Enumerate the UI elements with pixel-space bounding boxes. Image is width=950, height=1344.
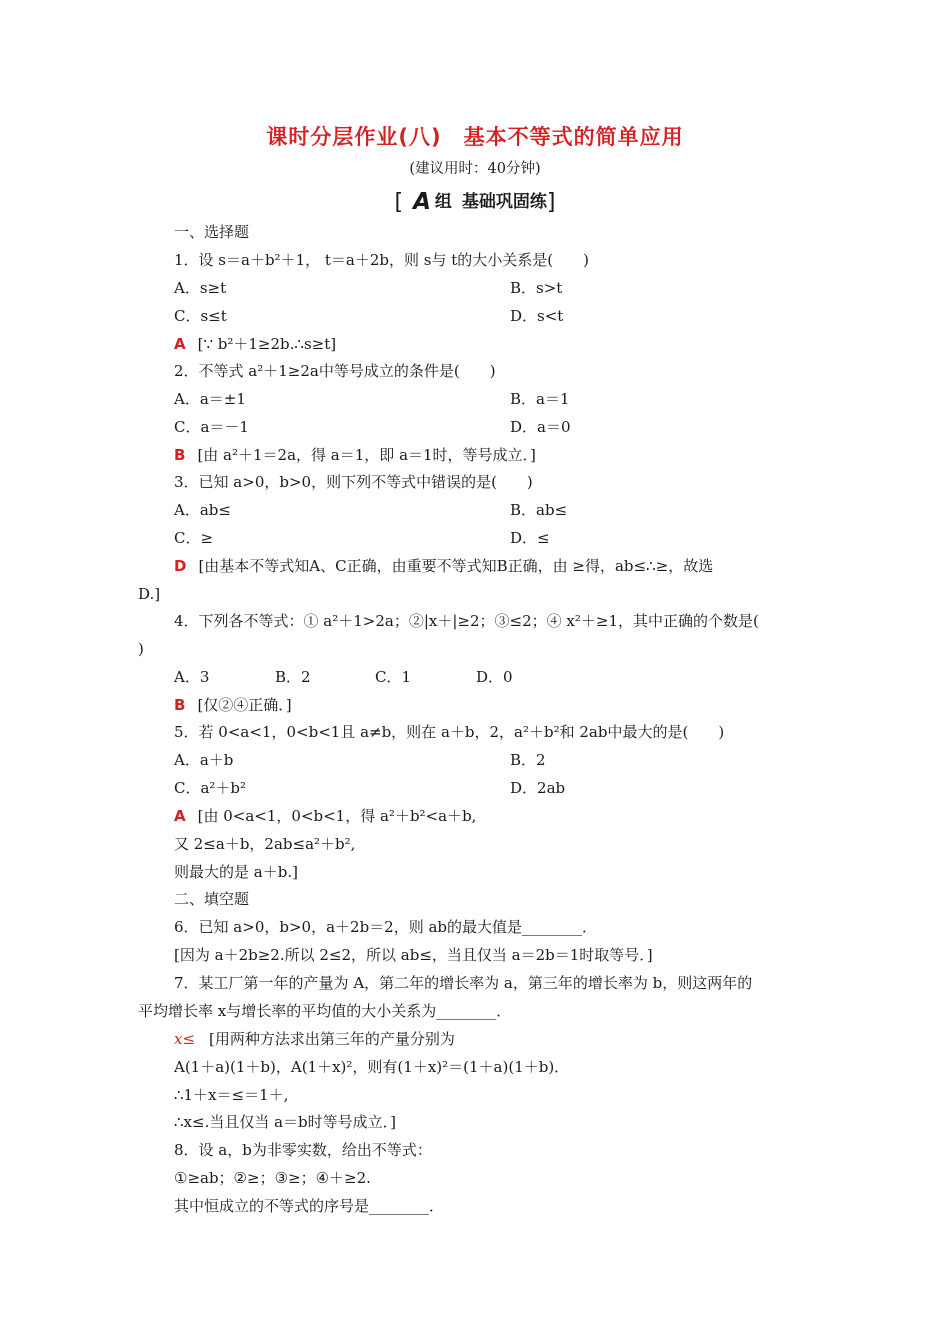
answer-letter: D bbox=[174, 557, 187, 575]
option-d: D．0 bbox=[476, 668, 513, 686]
answer-explanation: [由基本不等式知A、C正确，由重要不等式知B正确，由 ≥得，ab≤∴≥，故选 bbox=[198, 557, 714, 575]
answer-explanation: [由 a²＋1＝2a，得 a＝1，即 a＝1时，等号成立．] bbox=[197, 446, 536, 464]
question-stem: 6．已知 a>0，b>0，a＋2b＝2，则 ab的最大值是________． bbox=[174, 918, 598, 936]
option-b: B．ab≤ bbox=[510, 501, 568, 519]
answer-explanation-cont: ∴x≤.当且仅当 a＝b时等号成立．] bbox=[174, 1113, 397, 1131]
option-d: D．2ab bbox=[510, 779, 566, 797]
question-stem: 7．某工厂第一年的产量为 A，第二年的增长率为 a，第三年的增长率为 b，则这两年的 bbox=[174, 974, 753, 992]
option-b: B．2 bbox=[275, 668, 311, 686]
answer-line bbox=[174, 334, 336, 354]
page-title: 课时分层作业(八) 基本不等式的简单应用 bbox=[266, 125, 684, 149]
answer-line bbox=[174, 695, 292, 715]
option-a: A．ab≤ bbox=[174, 501, 231, 519]
option-c: C．1 bbox=[375, 668, 412, 686]
question-stem: 2．不等式 a²＋1≥2a中等号成立的条件是( ) bbox=[174, 362, 496, 380]
group-heading bbox=[0, 187, 950, 215]
section-heading: 二、填空题 bbox=[174, 890, 250, 908]
option-b: B．2 bbox=[510, 751, 546, 769]
question-stem: 4．下列各不等式：① a²＋1>2a；②|x＋|≥2；③≤2；④ x²＋≥1，其中正确的个数是( bbox=[174, 612, 759, 630]
section-heading: 一、选择题 bbox=[174, 223, 250, 241]
answer-letter: A bbox=[174, 335, 186, 353]
answer-line bbox=[174, 556, 713, 576]
group-label: 组 bbox=[434, 192, 452, 212]
question-stem: 8．设 a，b为非零实数，给出不等式： bbox=[174, 1141, 432, 1159]
suggested-time: (建议用时：40分钟) bbox=[409, 161, 541, 177]
option-c: C．a＝－1 bbox=[174, 418, 249, 436]
answer-line bbox=[174, 445, 536, 465]
right-bracket-icon: ] bbox=[546, 190, 556, 215]
answer-explanation: [因为 a＋2b≥2.所以 2≤2，所以 ab≤，当且仅当 a＝2b＝1时取等号．] bbox=[174, 946, 653, 964]
option-a: A．s≥t bbox=[174, 279, 227, 297]
option-b: B．s>t bbox=[510, 279, 563, 297]
question-stem-cont: ) bbox=[138, 640, 144, 658]
question-stem-cont: 平均增长率 x与增长率的平均值的大小关系为________． bbox=[138, 1002, 512, 1020]
option-d: D．s<t bbox=[510, 307, 564, 325]
group-letter: A bbox=[413, 189, 431, 215]
question-stem: 3．已知 a>0，b>0，则下列不等式中错误的是( ) bbox=[174, 473, 533, 491]
answer-letter: B bbox=[174, 446, 186, 464]
question-stem: 5．若 0<a<1，0<b<1且 a≠b，则在 a＋b，2，a²＋b²和 2ab中最大的是( ) bbox=[174, 723, 725, 741]
group-name: 基础巩固练 bbox=[461, 192, 547, 212]
question-stem: 1．设 s＝a＋b²＋1， t＝a＋2b，则 s与 t的大小关系是( ) bbox=[174, 251, 589, 269]
option-a: A．a＋b bbox=[174, 751, 234, 769]
answer-letter: A bbox=[174, 807, 186, 825]
question-stem-cont: ①≥ab；②≥；③≥；④＋≥2. bbox=[174, 1169, 371, 1187]
answer-line bbox=[174, 806, 476, 826]
answer-text: x≤ bbox=[174, 1030, 196, 1048]
answer-explanation: [用两种方法求出第三年的产量分别为 bbox=[209, 1030, 455, 1048]
option-b: B．a＝1 bbox=[510, 390, 570, 408]
answer-letter: B bbox=[174, 696, 186, 714]
answer-explanation-cont: 又 2≤a＋b，2ab≤a²＋b², bbox=[174, 835, 356, 853]
question-stem-cont: 其中恒成立的不等式的序号是________． bbox=[174, 1197, 445, 1215]
option-a: A．3 bbox=[174, 668, 210, 686]
answer-explanation-cont: ∴1＋x＝≤＝1＋, bbox=[174, 1086, 289, 1104]
answer-line bbox=[174, 1029, 455, 1049]
option-d: D．a＝0 bbox=[510, 418, 571, 436]
answer-explanation-cont: D.] bbox=[138, 585, 161, 603]
answer-explanation-cont: A(1＋a)(1＋b)，A(1＋x)²，则有(1＋x)²＝(1＋a)(1＋b)． bbox=[174, 1058, 570, 1076]
option-a: A．a＝±1 bbox=[174, 390, 246, 408]
answer-explanation: [仅②④正确．] bbox=[197, 696, 292, 714]
answer-explanation: [∵ b²＋1≥2b.∴s≥t] bbox=[197, 335, 337, 353]
answer-explanation: [由 0<a<1，0<b<1，得 a²＋b²<a＋b, bbox=[197, 807, 477, 825]
option-d: D．≤ bbox=[510, 529, 550, 547]
option-c: C．s≤t bbox=[174, 307, 227, 325]
answer-explanation-cont: 则最大的是 a＋b.] bbox=[174, 863, 298, 881]
option-c: C．≥ bbox=[174, 529, 214, 547]
option-c: C．a²＋b² bbox=[174, 779, 247, 797]
left-bracket-icon: [ bbox=[394, 190, 404, 215]
